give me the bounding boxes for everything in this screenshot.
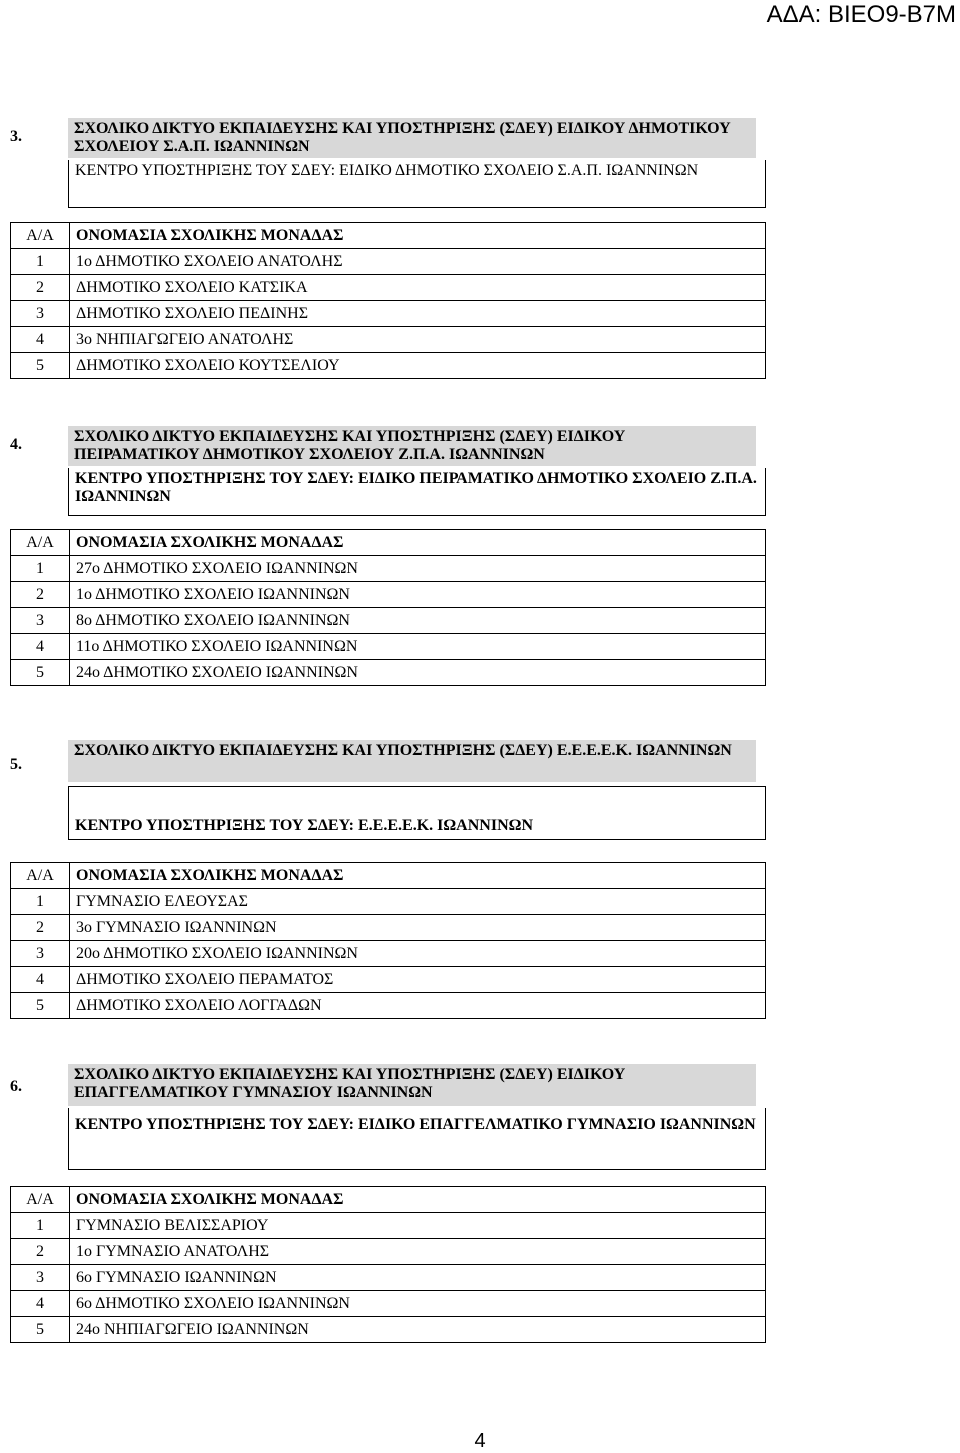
support-center: ΚΕΝΤΡΟ ΥΠΟΣΤΗΡΙΞΗΣ ΤΟΥ ΣΔΕΥ: ΕΙΔΙΚΟ ΠΕΙΡΑΜΑΤΙΚΟ ΔΗΜΟΤΙΚΟ ΣΧΟΛΕΙΟ Ζ.Π.Α. ΙΩΑΝΝΙΝΩΝ [68,468,766,516]
table-row: 1 1ο ΔΗΜΟΤΙΚΟ ΣΧΟΛΕΙΟ ΑΝΑΤΟΛΗΣ [11,249,766,275]
section-number: 5. [10,756,22,773]
col-aa: Α/Α [11,223,70,249]
table-row: 1 ΓΥΜΝΑΣΙΟ ΕΛΕΟΥΣΑΣ [11,889,766,915]
table-header-row [11,530,766,556]
col-name: ΟΝΟΜΑΣΙΑ ΣΧΟΛΙΚΗΣ ΜΟΝΑΔΑΣ [70,530,766,556]
table-header-row [11,1187,766,1213]
section-number: 4. [10,436,22,453]
table-row: 4 6ο ΔΗΜΟΤΙΚΟ ΣΧΟΛΕΙΟ ΙΩΑΝΝΙΝΩΝ [11,1291,766,1317]
support-center: ΚΕΝΤΡΟ ΥΠΟΣΤΗΡΙΞΗΣ ΤΟΥ ΣΔΕΥ: ΕΙΔΙΚΟ ΕΠΑΓΓΕΛΜΑΤΙΚΟ ΓΥΜΝΑΣΙΟ ΙΩΑΝΝΙΝΩΝ [68,1108,766,1170]
col-name: ΟΝΟΜΑΣΙΑ ΣΧΟΛΙΚΗΣ ΜΟΝΑΔΑΣ [70,1187,766,1213]
table-header-row [11,863,766,889]
network-title: ΣΧΟΛΙΚΟ ΔΙΚΤΥΟ ΕΚΠΑΙΔΕΥΣΗΣ ΚΑΙ ΥΠΟΣΤΗΡΙΞΗΣ (ΣΔΕΥ) ΕΙΔΙΚΟΥ ΠΕΙΡΑΜΑΤΙΚΟΥ ΔΗΜΟΤΙΚΟΥ ΣΧΟΛΕΙΟΥ Ζ.Π.Α. ΙΩΑΝΝΙΝΩΝ [68,426,756,466]
col-aa: Α/Α [11,530,70,556]
school-table [10,862,766,1019]
table-row: 2 1ο ΔΗΜΟΤΙΚΟ ΣΧΟΛΕΙΟ ΙΩΑΝΝΙΝΩΝ [11,582,766,608]
col-name: ΟΝΟΜΑΣΙΑ ΣΧΟΛΙΚΗΣ ΜΟΝΑΔΑΣ [70,223,766,249]
table-row: 2 3ο ΓΥΜΝΑΣΙΟ ΙΩΑΝΝΙΝΩΝ [11,915,766,941]
page-number: 4 [474,1430,486,1452]
table-row: 2 1ο ΓΥΜΝΑΣΙΟ ΑΝΑΤΟΛΗΣ [11,1239,766,1265]
table-row: 5 24ο ΔΗΜΟΤΙΚΟ ΣΧΟΛΕΙΟ ΙΩΑΝΝΙΝΩΝ [11,660,766,686]
table-row: 3 ΔΗΜΟΤΙΚΟ ΣΧΟΛΕΙΟ ΠΕΔΙΝΗΣ [11,301,766,327]
table-row: 1 ΓΥΜΝΑΣΙΟ ΒΕΛΙΣΣΑΡΙΟΥ [11,1213,766,1239]
network-title: ΣΧΟΛΙΚΟ ΔΙΚΤΥΟ ΕΚΠΑΙΔΕΥΣΗΣ ΚΑΙ ΥΠΟΣΤΗΡΙΞΗΣ (ΣΔΕΥ) ΕΙΔΙΚΟΥ ΕΠΑΓΓΕΛΜΑΤΙΚΟΥ ΓΥΜΝΑΣΙΟΥ ΙΩΑΝΝΙΝΩΝ [68,1064,756,1106]
col-name: ΟΝΟΜΑΣΙΑ ΣΧΟΛΙΚΗΣ ΜΟΝΑΔΑΣ [70,863,766,889]
table-row: 4 11ο ΔΗΜΟΤΙΚΟ ΣΧΟΛΕΙΟ ΙΩΑΝΝΙΝΩΝ [11,634,766,660]
col-aa: Α/Α [11,863,70,889]
table-row: 5 ΔΗΜΟΤΙΚΟ ΣΧΟΛΕΙΟ ΛΟΓΓΑΔΩΝ [11,993,766,1019]
school-table [10,222,766,379]
school-table [10,1186,766,1343]
table-row: 1 27ο ΔΗΜΟΤΙΚΟ ΣΧΟΛΕΙΟ ΙΩΑΝΝΙΝΩΝ [11,556,766,582]
table-row: 3 8ο ΔΗΜΟΤΙΚΟ ΣΧΟΛΕΙΟ ΙΩΑΝΝΙΝΩΝ [11,608,766,634]
table-row: 3 6ο ΓΥΜΝΑΣΙΟ ΙΩΑΝΝΙΝΩΝ [11,1265,766,1291]
table-row: 2 ΔΗΜΟΤΙΚΟ ΣΧΟΛΕΙΟ ΚΑΤΣΙΚΑ [11,275,766,301]
table-row: 4 3ο ΝΗΠΙΑΓΩΓΕΙΟ ΑΝΑΤΟΛΗΣ [11,327,766,353]
school-table [10,529,766,686]
table-row: 5 24ο ΝΗΠΙΑΓΩΓΕΙΟ ΙΩΑΝΝΙΝΩΝ [11,1317,766,1343]
network-title: ΣΧΟΛΙΚΟ ΔΙΚΤΥΟ ΕΚΠΑΙΔΕΥΣΗΣ ΚΑΙ ΥΠΟΣΤΗΡΙΞΗΣ (ΣΔΕΥ) ΕΙΔΙΚΟΥ ΔΗΜΟΤΙΚΟΥ ΣΧΟΛΕΙΟΥ Σ.Α.Π. ΙΩΑΝΝΙΝΩΝ [68,118,756,158]
col-aa: Α/Α [11,1187,70,1213]
section-number: 6. [10,1078,22,1095]
section-number: 3. [10,128,22,145]
table-row: 4 ΔΗΜΟΤΙΚΟ ΣΧΟΛΕΙΟ ΠΕΡΑΜΑΤΟΣ [11,967,766,993]
table-row: 5 ΔΗΜΟΤΙΚΟ ΣΧΟΛΕΙΟ ΚΟΥΤΣΕΛΙΟΥ [11,353,766,379]
support-center: ΚΕΝΤΡΟ ΥΠΟΣΤΗΡΙΞΗΣ ΤΟΥ ΣΔΕΥ: Ε.Ε.Ε.Ε.Κ. ΙΩΑΝΝΙΝΩΝ [68,786,766,840]
ada-code: ΑΔΑ: ΒΙΕΟ9-Β7Μ [766,1,956,28]
table-header-row [11,223,766,249]
network-title: ΣΧΟΛΙΚΟ ΔΙΚΤΥΟ ΕΚΠΑΙΔΕΥΣΗΣ ΚΑΙ ΥΠΟΣΤΗΡΙΞΗΣ (ΣΔΕΥ) Ε.Ε.Ε.Ε.Κ. ΙΩΑΝΝΙΝΩΝ [68,740,756,782]
support-center: ΚΕΝΤΡΟ ΥΠΟΣΤΗΡΙΞΗΣ ΤΟΥ ΣΔΕΥ: ΕΙΔΙΚΟ ΔΗΜΟΤΙΚΟ ΣΧΟΛΕΙΟ Σ.Α.Π. ΙΩΑΝΝΙΝΩΝ [68,160,766,208]
table-row: 3 20ο ΔΗΜΟΤΙΚΟ ΣΧΟΛΕΙΟ ΙΩΑΝΝΙΝΩΝ [11,941,766,967]
